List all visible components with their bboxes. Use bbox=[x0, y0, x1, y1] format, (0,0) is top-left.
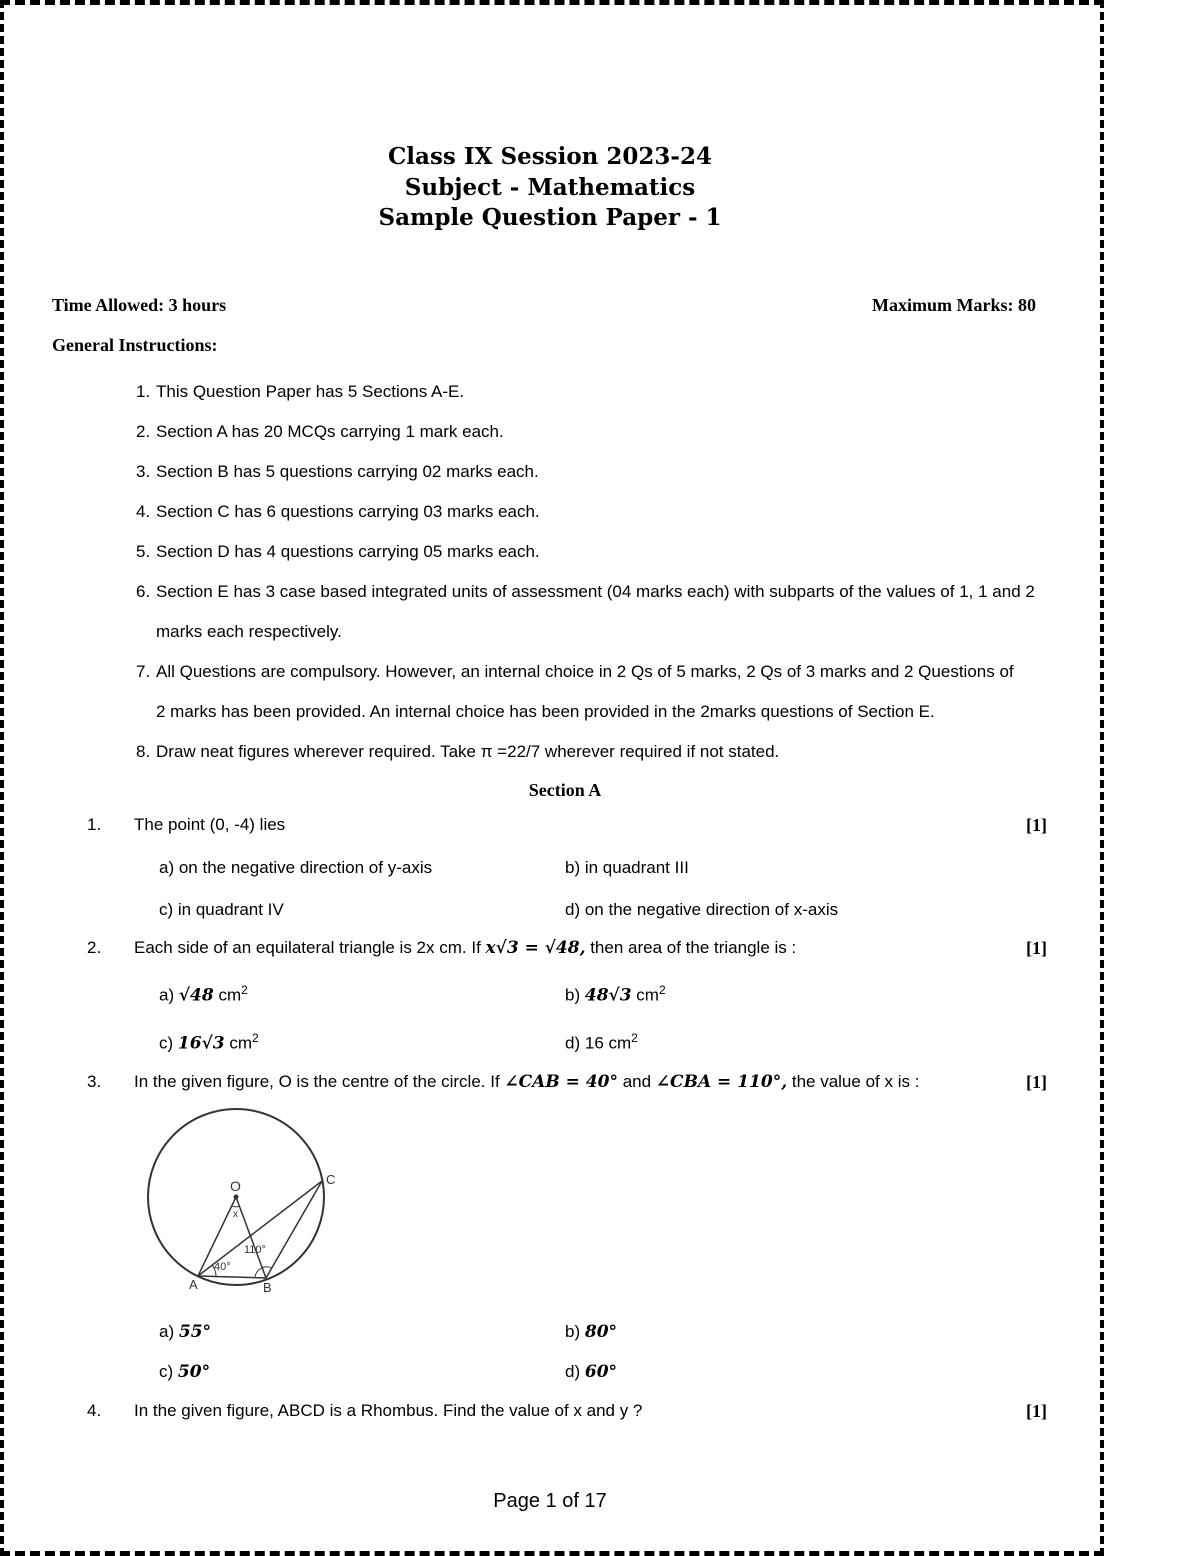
label-b: B bbox=[263, 1280, 272, 1295]
instruction-continuation: 2 marks has been provided. An internal choice has been provided in the 2marks questions of Section E. bbox=[156, 702, 935, 721]
segment-ab bbox=[198, 1276, 266, 1278]
instruction-item: 8. Draw neat figures wherever required. Take π =22/7 wherever required if not stated. bbox=[136, 742, 780, 761]
q2-number: 2. bbox=[87, 938, 102, 957]
instruction-item: 4. Section C has 6 questions carrying 03 marks each. bbox=[136, 502, 540, 521]
general-instructions-heading: General Instructions: bbox=[52, 335, 218, 355]
label-a: A bbox=[189, 1277, 198, 1292]
q3-number: 3. bbox=[87, 1072, 102, 1091]
q4-number: 4. bbox=[87, 1401, 102, 1420]
q3-option-b: b) 80° bbox=[565, 1322, 618, 1342]
q3-option-a: a) 55° bbox=[159, 1322, 212, 1342]
q1-option-d: d) on the negative direction of x-axis bbox=[565, 900, 839, 919]
header-class-session: Class IX Session 2023-24 bbox=[388, 143, 712, 170]
angle-arc-o bbox=[232, 1206, 240, 1207]
instruction-continuation: marks each respectively. bbox=[156, 622, 342, 641]
q2-option-c: c) 16√3 $cm^2$ bbox=[159, 1031, 259, 1054]
q2-option-a: a) √48 $cm^2$ bbox=[159, 983, 248, 1006]
q1-number: 1. bbox=[87, 815, 102, 834]
label-o: O bbox=[230, 1178, 241, 1194]
q1-option-a: a) on the negative direction of y-axis bbox=[159, 858, 433, 877]
q3-option-d: d) 60° bbox=[565, 1362, 618, 1382]
q2-option-d: d) 16 $cm^2$ bbox=[565, 1031, 638, 1053]
q2-marks: [1] bbox=[1026, 938, 1047, 958]
q3-math-cba: ∠CBA = 110°, bbox=[655, 1072, 788, 1092]
instruction-item: 6. Section E has 3 case based integrated units of assessment (04 marks each) with subparts of the values of 1, 1 and 2 bbox=[136, 582, 1035, 601]
instruction-item: 5. Section D has 4 questions carrying 05 marks each. bbox=[136, 542, 540, 561]
time-allowed: Time Allowed: 3 hours bbox=[52, 295, 227, 315]
page-number: Page 1 of 17 bbox=[493, 1490, 607, 1512]
max-marks: Maximum Marks: 80 bbox=[872, 295, 1036, 315]
q1-marks: [1] bbox=[1026, 815, 1047, 835]
q2-option-b: b) 48√3 $cm^2$ bbox=[565, 983, 666, 1006]
q4-marks: [1] bbox=[1026, 1401, 1047, 1421]
q3-option-c: c) 50° bbox=[159, 1362, 211, 1382]
q4-text: In the given figure, ABCD is a Rhombus. Find the value of x and y ? bbox=[134, 1401, 643, 1420]
header-subject: Subject - Mathematics bbox=[404, 174, 696, 201]
angle-label-b: 110° bbox=[244, 1244, 266, 1256]
q3-marks: [1] bbox=[1026, 1072, 1047, 1092]
q1-option-c: c) in quadrant IV bbox=[159, 900, 284, 919]
label-c: C bbox=[326, 1172, 336, 1187]
instruction-item: 3. Section B has 5 questions carrying 02 marks each. bbox=[136, 462, 539, 481]
instruction-list bbox=[136, 372, 1056, 772]
q3-circle-figure bbox=[140, 1105, 350, 1295]
q1-text: The point (0, -4) lies bbox=[134, 815, 286, 834]
label-x: x bbox=[233, 1209, 238, 1220]
q3-math-cab: ∠CAB = 40° bbox=[504, 1072, 618, 1092]
section-a-heading: Section A bbox=[528, 780, 602, 800]
q3-text: In the given figure, O is the centre of the circle. If ∠CAB = 40° and ∠CBA = 110°, the value of x is : bbox=[134, 1072, 920, 1092]
angle-label-a: 40° bbox=[214, 1261, 231, 1273]
q2-math: x√3 = √48, bbox=[485, 938, 586, 958]
instruction-item: 2. Section A has 20 MCQs carrying 1 mark each. bbox=[136, 422, 504, 441]
instruction-item: 7. All Questions are compulsory. However, an internal choice in 2 Qs of 5 marks, 2 Qs of 3 marks and 2 Questions of bbox=[136, 662, 1014, 681]
header-paper-title: Sample Question Paper - 1 bbox=[378, 204, 722, 231]
q1-option-b: b) in quadrant III bbox=[565, 858, 689, 877]
q2-text: Each side of an equilateral triangle is 2x cm. If x√3 = √48, then area of the triangle is : bbox=[134, 938, 797, 958]
instruction-item: 1. This Question Paper has 5 Sections A-E. bbox=[136, 382, 465, 401]
segment-ob bbox=[236, 1197, 266, 1278]
